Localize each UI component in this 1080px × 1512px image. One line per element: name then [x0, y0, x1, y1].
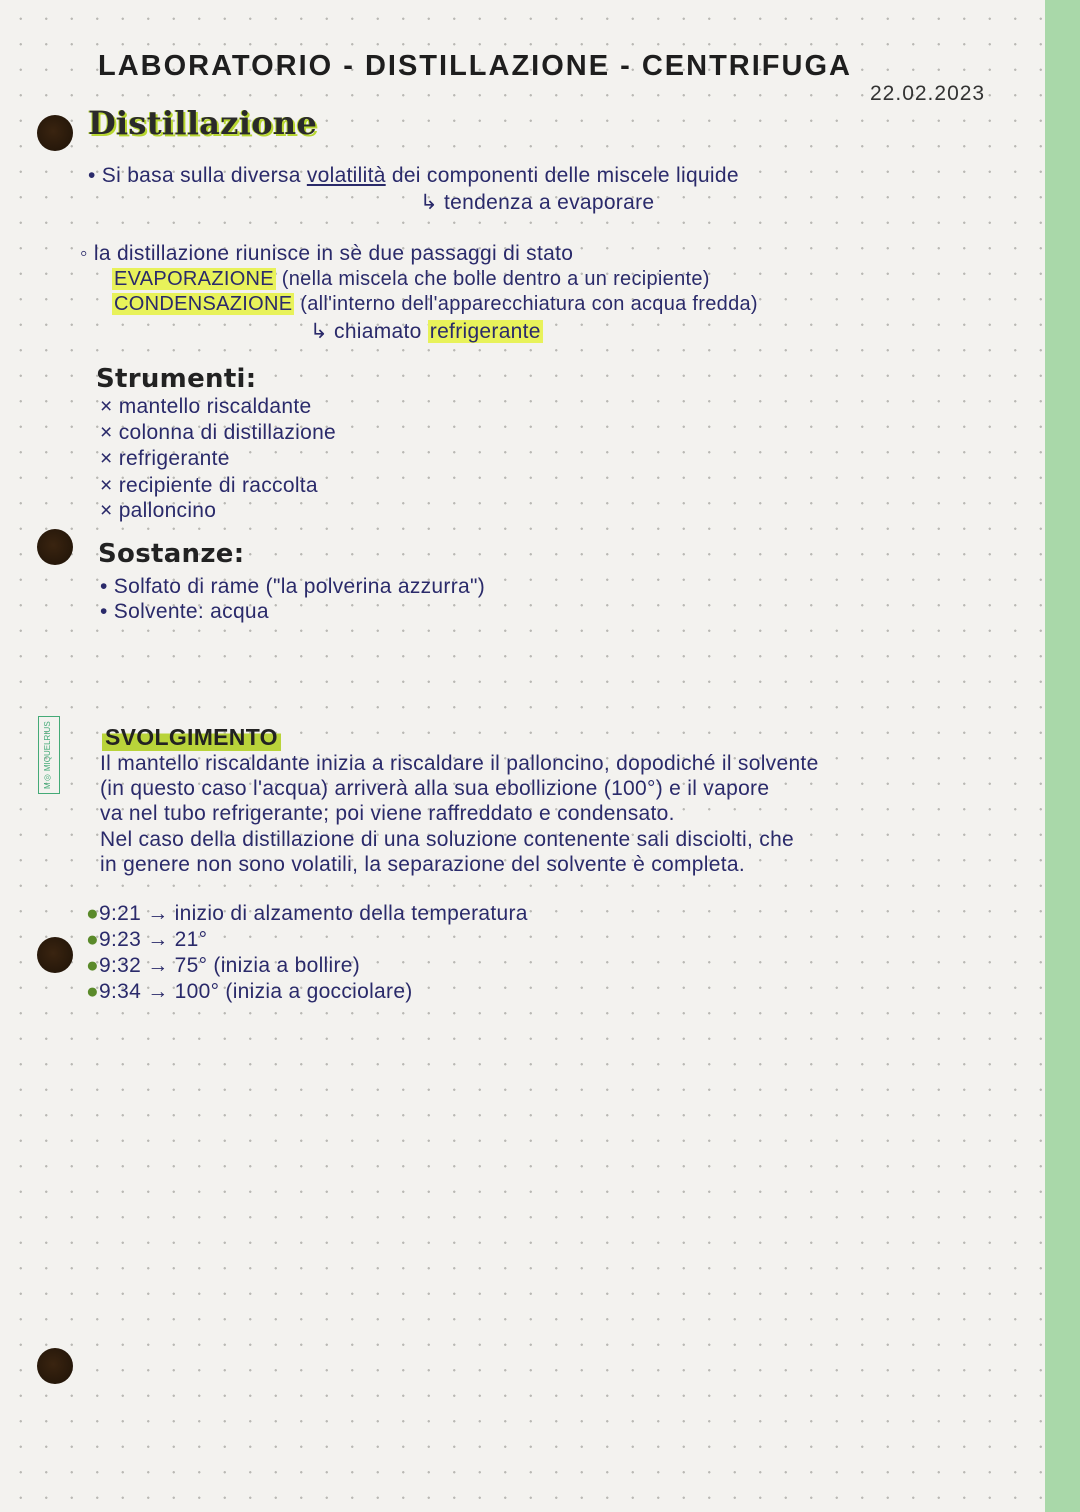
bullet-icon: ● [86, 928, 99, 951]
brand-logo: M◎ MIQUELRIUS [38, 716, 60, 794]
binder-hole [37, 115, 73, 151]
text: 9:32 → 75° (inizia a bollire) [98, 954, 361, 977]
note-line [88, 164, 739, 188]
highlight-term: EVAPORAZIONE [114, 268, 274, 290]
highlight-term: refrigerante [429, 320, 541, 343]
binder-hole [37, 529, 73, 565]
note-line [112, 293, 758, 316]
bullet-icon: ● [86, 954, 99, 977]
bullet-icon: ● [86, 902, 99, 925]
list-item: × mantello riscaldante [100, 395, 312, 418]
paragraph-line: va nel tubo refrigerante; poi viene raffreddato e condensato. [100, 802, 675, 825]
text: (nella miscela che bolle dentro a un recipiente) [275, 268, 710, 290]
time-entry [86, 980, 413, 1004]
list-item: • Solvente: acqua [100, 600, 269, 623]
binder-hole [37, 937, 73, 973]
note-line: ◦ la distillazione riunisce in sè due passaggi di stato [80, 242, 574, 265]
paragraph-line: Nel caso della distillazione di una soluzione contenente sali disciolti, che [100, 828, 795, 851]
text: dei componenti delle miscele liquide [385, 164, 739, 187]
highlight-term: CONDENSAZIONE [114, 293, 293, 315]
list-item: × palloncino [100, 499, 217, 522]
text: 9:34 → 100° (inizia a gocciolare) [98, 980, 413, 1003]
paragraph-line: (in questo caso l'acqua) arriverà alla sua ebollizione (100°) e il vapore [100, 777, 770, 800]
note-line [310, 319, 543, 344]
time-entry [86, 954, 360, 978]
page-title: LABORATORIO - DISTILLAZIONE - CENTRIFUGA [98, 50, 852, 82]
heading-strumenti: Strumenti: [96, 364, 257, 394]
heading-sostanze: Sostanze: [98, 539, 245, 569]
note-line: ↳ tendenza a evaporare [420, 191, 655, 214]
heading-distillazione: Distillazione [88, 104, 318, 142]
list-item: × refrigerante [100, 447, 230, 470]
text: (all'interno dell'apparecchiatura con acqua fredda) [294, 293, 758, 315]
underlined-term: volatilità [306, 164, 386, 187]
binder-hole [37, 1348, 73, 1384]
list-item: × colonna di distillazione [100, 421, 337, 444]
list-item: × recipiente di raccolta [100, 474, 318, 497]
text: • Si basa sulla diversa [88, 164, 307, 187]
paragraph-line: Il mantello riscaldante inizia a riscaldare il palloncino, dopodiché il solvente [100, 752, 819, 775]
time-entry [86, 902, 528, 926]
page-edge-green [1045, 0, 1080, 1512]
heading-svolgimento: SVOLGIMENTO [102, 724, 281, 751]
list-item: • Solfato di rame ("la polverina azzurra") [100, 575, 486, 598]
text: 9:21 → inizio di alzamento della temperatura [98, 902, 528, 925]
date: 22.02.2023 [870, 82, 986, 105]
time-entry [86, 928, 207, 952]
bullet-icon: ● [86, 980, 99, 1003]
text: ↳ chiamato [310, 320, 428, 343]
paragraph-line: in genere non sono volatili, la separazione del solvente è completa. [100, 853, 745, 876]
text: 9:23 → 21° [98, 928, 208, 951]
note-line [112, 268, 710, 291]
